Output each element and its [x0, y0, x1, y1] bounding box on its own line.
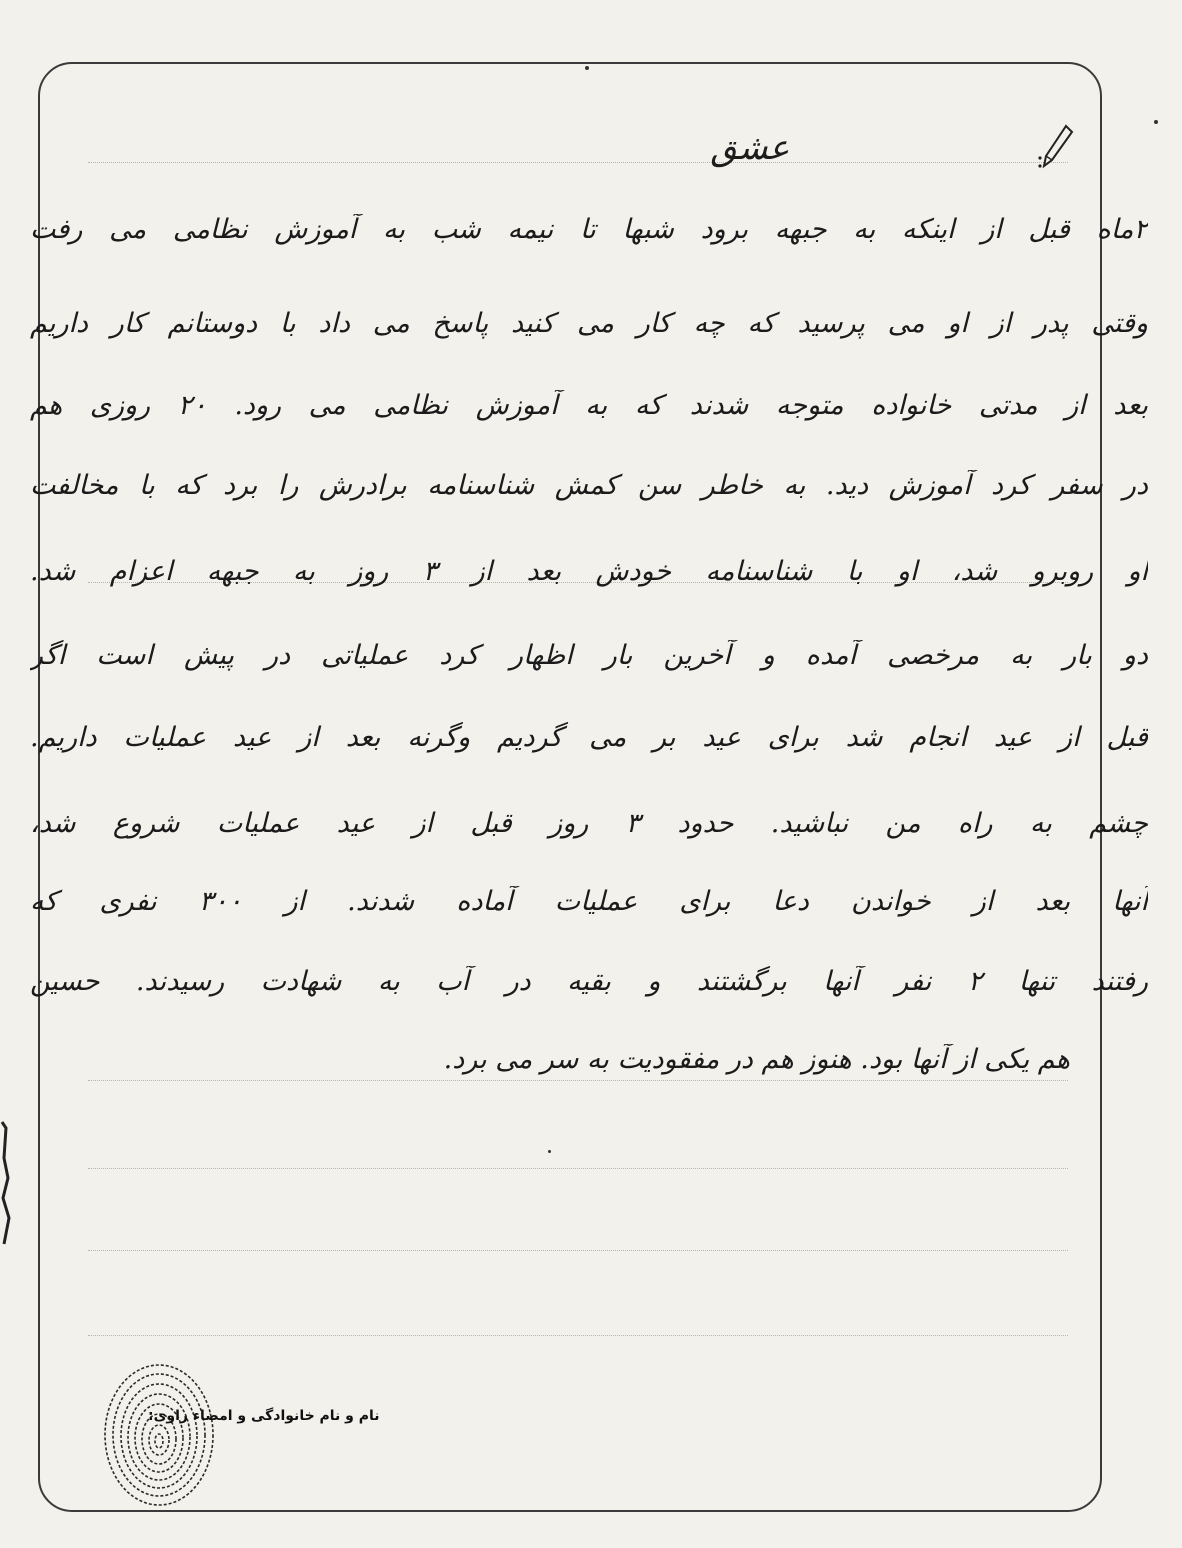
handwritten-line: رفتند تنها ۲ نفر آنها برگشتند و بقیه در آب به شهادت رسیدند. حسین	[30, 966, 1148, 997]
pencil-icon	[1036, 122, 1076, 172]
stray-mark	[548, 1150, 551, 1153]
binding-mark	[0, 1118, 14, 1248]
fingerprint-icon	[100, 1360, 218, 1510]
handwritten-line: قبل از عید انجام شد برای عید بر می گردیم وگرنه بعد از عید عملیات داریم.	[30, 722, 1148, 753]
stray-mark	[1154, 120, 1158, 124]
ruled-line	[88, 1335, 1068, 1336]
handwritten-line: ۲ماه قبل از اینکه به جبهه برود شبها تا نیمه شب به آموزش نظامی می رفت	[30, 214, 1148, 245]
ruled-line	[88, 1250, 1068, 1251]
handwritten-line: در سفر کرد آموزش دید. به خاطر سن کمش شناسنامه برادرش را برد که با مخالفت	[30, 470, 1148, 501]
stray-mark	[585, 66, 589, 70]
ruled-line	[88, 162, 1068, 163]
ruled-line	[88, 1080, 1068, 1081]
handwritten-line: آنها بعد از خواندن دعا برای عملیات آماده شدند. از ۳۰۰ نفری که	[30, 886, 1148, 917]
handwritten-line: او روبرو شد، او با شناسنامه خودش بعد از ۳ روز به جبهه اعزام شد.	[30, 556, 1148, 587]
handwritten-line: هم یکی از آنها بود. هنوز هم در مفقودیت به سر می برد.	[443, 1044, 1070, 1075]
handwritten-line: وقتی پدر از او می پرسید که چه کار می کنید پاسخ می داد با دوستانم کار داریم	[30, 308, 1148, 339]
page-title: عشق	[710, 128, 790, 168]
narrator-signature-label: نام و نام خانوادگی و امضاء راوی:	[148, 1408, 380, 1424]
handwritten-line: دو بار به مرخصی آمده و آخرین بار اظهار کرد عملیاتی در پیش است اگر	[30, 640, 1148, 671]
handwritten-line: چشم به راه من نباشید. حدود ۳ روز قبل از عید عملیات شروع شد،	[30, 808, 1148, 839]
ruled-line	[88, 1168, 1068, 1169]
handwritten-line: بعد از مدتی خانواده متوجه شدند که به آموزش نظامی می رود. ۲۰ روزی هم	[30, 390, 1148, 421]
page-border	[38, 62, 1102, 1512]
